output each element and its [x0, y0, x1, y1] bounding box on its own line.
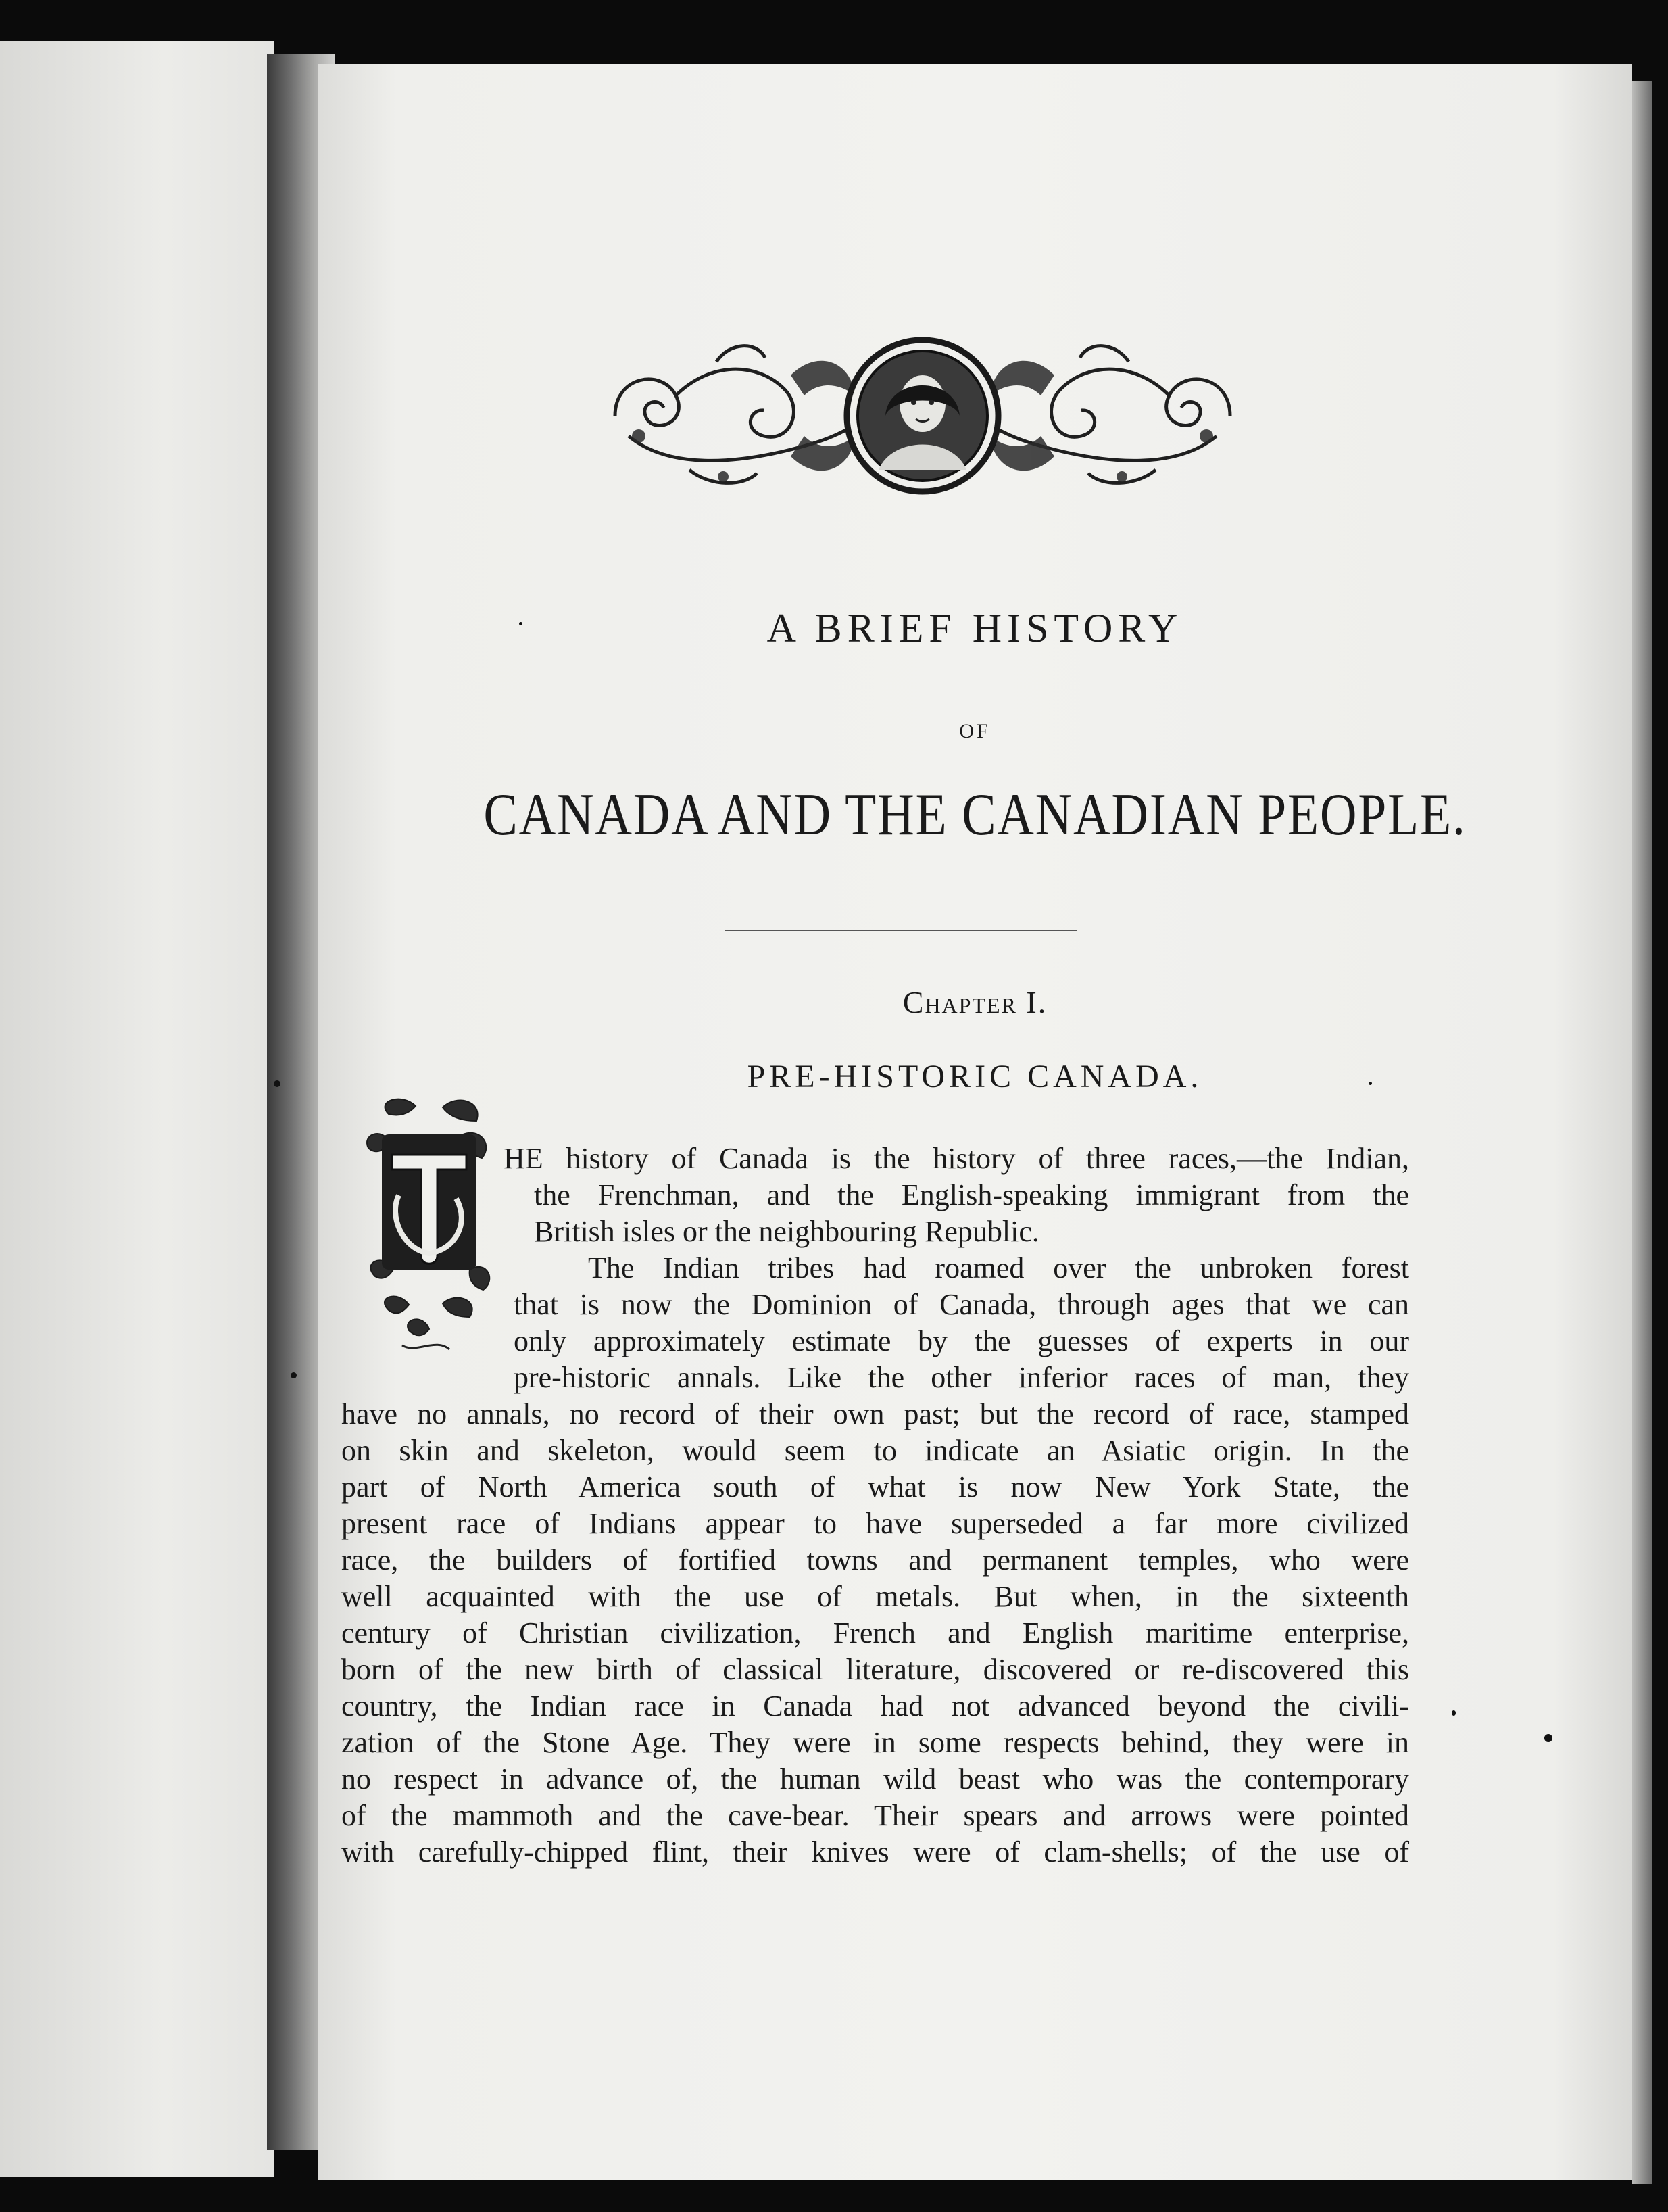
- scan-speck: [274, 1080, 280, 1087]
- body-line-3: British isles or the neighbouring Republic.: [534, 1215, 1039, 1248]
- body-line-8: have no annals, no record of their own past; but the record of race, stamped: [341, 1397, 1409, 1430]
- headpiece-ornament: [588, 335, 1257, 497]
- body-line-14: century of Christian civilization, French and English maritime enterprise,: [341, 1616, 1409, 1650]
- body-line-5: that is now the Dominion of Canada, through ages that we can: [514, 1288, 1409, 1321]
- body-line-17: zation of the Stone Age. They were in some respects behind, they were in: [341, 1726, 1409, 1759]
- body-line-18: no respect in advance of, the human wild beast who was the contemporary: [341, 1762, 1409, 1796]
- chapter-title: PRE-HISTORIC CANADA.: [747, 1059, 1203, 1095]
- scan-speck: [291, 1372, 297, 1378]
- body-line-9: on skin and skeleton, would seem to indicate an Asiatic origin. In the: [341, 1434, 1409, 1467]
- book-title-line-1: A BRIEF HISTORY: [766, 606, 1183, 650]
- body-line-4: The Indian tribes had roamed over the unbroken forest: [588, 1251, 1409, 1284]
- body-line-11: present race of Indians appear to have superseded a far more civilized: [341, 1507, 1409, 1540]
- body-line-16: country, the Indian race in Canada had not advanced beyond the civili-: [341, 1689, 1409, 1723]
- body-line-12: race, the builders of fortified towns and permanent temples, who were: [341, 1543, 1409, 1577]
- body-line-1: HE history of Canada is the history of three races,—the Indian,: [504, 1142, 1409, 1175]
- facing-page-edge: [0, 41, 274, 2177]
- body-line-15: born of the new birth of classical literature, discovered or re-discovered this: [341, 1653, 1409, 1686]
- scan-speck: [519, 622, 522, 625]
- body-line-20: with carefully-chipped flint, their knives were of clam-shells; of the use of: [341, 1835, 1409, 1869]
- body-line-10: part of North America south of what is now New York State, the: [341, 1470, 1409, 1504]
- body-line-19: of the mammoth and the cave-bear. Their spears and arrows were pointed: [341, 1799, 1409, 1832]
- chapter-label: Chapter I.: [902, 985, 1048, 1019]
- scan-speck: [1369, 1082, 1372, 1085]
- page-edge-right: [1632, 81, 1652, 2184]
- body-line-6: only approximately estimate by the guesses of experts in our: [514, 1324, 1409, 1357]
- scan-speck: [1544, 1734, 1552, 1742]
- title-divider: [725, 930, 1077, 931]
- book-title-line-2: OF: [959, 720, 991, 742]
- body-line-13: well acquainted with the use of metals. But when, in the sixteenth: [341, 1580, 1409, 1613]
- body-line-7: pre-historic annals. Like the other inferior races of man, they: [514, 1361, 1409, 1394]
- scan-speck: [1452, 1710, 1456, 1716]
- drop-cap-illuminated: [362, 1094, 497, 1357]
- book-title-line-3: CANADA AND THE CANADIAN PEOPLE.: [483, 782, 1467, 848]
- body-line-2: the Frenchman, and the English-speaking immigrant from the: [534, 1178, 1409, 1211]
